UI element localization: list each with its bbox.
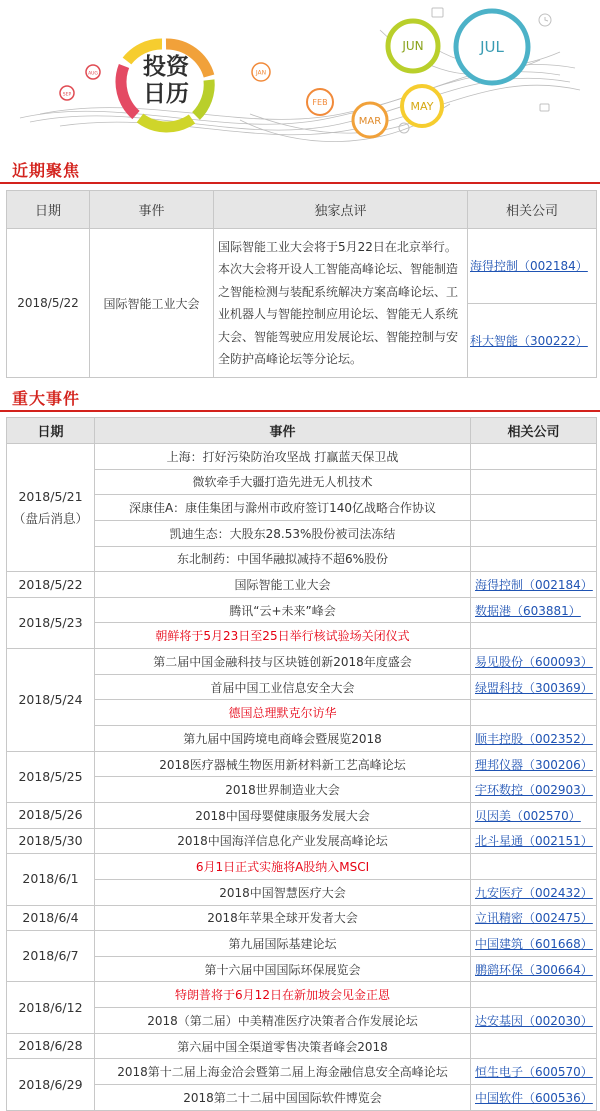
table-row — [7, 931, 597, 957]
company-link[interactable]: 达安基因（002030） — [475, 1013, 593, 1028]
month-dot-may — [402, 86, 442, 126]
table-row — [7, 546, 597, 572]
event-name: 东北制药：中国华融拟减持不超6%股份 — [95, 546, 471, 572]
event-name: 2018第二十二届中国国际软件博览会 — [95, 1085, 471, 1111]
company-link[interactable]: 鹏鹞环保（300664） — [475, 962, 593, 977]
event-date — [7, 751, 95, 802]
header-companies: 相关公司 — [471, 418, 597, 444]
event-date — [7, 854, 95, 905]
event-date-text: 2018/6/12 — [18, 999, 83, 1015]
event-company — [471, 623, 597, 649]
event-date-text: 2018/5/25 — [18, 768, 83, 784]
company-link[interactable]: 科大智能（300222） — [470, 334, 588, 348]
event-date-text: 2018/5/22 — [18, 576, 83, 592]
table-row — [7, 1008, 597, 1034]
table-row — [7, 469, 597, 495]
event-company — [471, 495, 597, 521]
table-row — [7, 495, 597, 521]
month-dot-jun — [388, 21, 438, 71]
logo-text-bottom: 日历 — [143, 81, 189, 107]
company-link[interactable]: 中国软件（600536） — [475, 1090, 593, 1105]
event-company — [471, 905, 597, 931]
event-company — [471, 546, 597, 572]
event-company — [471, 982, 597, 1008]
table-row — [7, 854, 597, 880]
month-dot-aug — [86, 65, 100, 79]
table-row — [7, 905, 597, 931]
event-name: 特朗普将于6月12日在新加坡会见金正恩 — [95, 982, 471, 1008]
event-name: 上海：打好污染防治攻坚战 打赢蓝天保卫战 — [95, 444, 471, 470]
logo-text-top: 投资 — [143, 54, 189, 80]
table-header-row — [7, 191, 597, 229]
event-company — [471, 1033, 597, 1059]
event-name: 首届中国工业信息安全大会 — [95, 674, 471, 700]
company-link[interactable]: 顺丰控股（002352） — [475, 731, 593, 746]
event-name: 2018中国智慧医疗大会 — [95, 879, 471, 905]
table-row — [7, 879, 597, 905]
table-row — [7, 623, 597, 649]
header-date: 日期 — [7, 418, 95, 444]
section-title-text: 重大事件 — [12, 389, 81, 408]
month-label: SEP — [62, 92, 72, 98]
table-row — [7, 444, 597, 470]
event-name: 2018（第二届）中美精准医疗决策者合作发展论坛 — [95, 1008, 471, 1034]
event-date-text: 2018/5/26 — [18, 807, 83, 823]
table-header-row — [7, 418, 597, 444]
event-name: 2018世界制造业大会 — [95, 777, 471, 803]
header-date: 日期 — [7, 191, 90, 229]
event-company — [471, 444, 597, 470]
focus-comment: 国际智能工业大会将于5月22日在北京举行。本次大会将开设人工智能高峰论坛、智能制造之智能检测与装配系统解决方案高峰论坛、工业机器人与智能控制应用论坛、智能无人系统大会、智能驾驶应用发展论坛、智能控制与安全防护高峰论坛等分论坛。 — [214, 229, 468, 378]
focus-event: 国际智能工业大会 — [90, 229, 214, 378]
month-label: JAN — [255, 69, 267, 77]
table-row — [7, 777, 597, 803]
event-company — [471, 674, 597, 700]
event-company — [471, 1085, 597, 1111]
event-name: 2018年苹果全球开发者大会 — [95, 905, 471, 931]
event-date — [7, 905, 95, 931]
company-link[interactable]: 理邦仪器（300206） — [475, 757, 593, 772]
company-link[interactable]: 北斗星通（002151） — [475, 834, 593, 849]
focus-companies — [468, 229, 597, 378]
event-company — [471, 469, 597, 495]
event-company — [471, 572, 597, 598]
month-label: AUG — [88, 71, 98, 77]
event-company — [471, 751, 597, 777]
investment-calendar-banner — [0, 0, 600, 150]
month-label: JUL — [480, 38, 504, 56]
header-event: 事件 — [90, 191, 214, 229]
table-row — [7, 597, 597, 623]
event-company — [471, 726, 597, 752]
table-row — [7, 520, 597, 546]
company-link[interactable]: 贝因美（002570） — [475, 808, 581, 823]
calendar-icon — [432, 8, 443, 17]
event-date-text: 2018/6/1 — [22, 871, 79, 887]
events-body — [7, 444, 597, 1111]
event-name: 第二届中国金融科技与区块链创新2018年度盛会 — [95, 649, 471, 675]
company-link[interactable]: 恒生电子（600570） — [475, 1065, 593, 1080]
event-name: 2018第十二届上海金洽会暨第二届上海金融信息安全高峰论坛 — [95, 1059, 471, 1085]
section-title-events — [0, 388, 600, 412]
event-date — [7, 572, 95, 598]
event-date — [7, 1033, 95, 1059]
table-row — [7, 982, 597, 1008]
table-row — [7, 1059, 597, 1085]
month-label: MAR — [358, 116, 382, 127]
event-date-text: 2018/5/30 — [18, 832, 83, 848]
table-row — [7, 700, 597, 726]
table-row — [7, 802, 597, 828]
table-row — [7, 751, 597, 777]
event-date-text: 2018/6/28 — [18, 1038, 83, 1054]
event-date-text: 2018/5/21 — [18, 488, 83, 504]
table-row — [7, 1085, 597, 1111]
table-row — [7, 674, 597, 700]
event-name: 微软牵手大疆打造先进无人机技术 — [95, 469, 471, 495]
event-name: 第十六届中国国际环保展览会 — [95, 956, 471, 982]
event-date-text: 2018/6/7 — [22, 948, 79, 964]
event-date — [7, 444, 95, 572]
event-company — [471, 700, 597, 726]
event-date-text: 2018/5/23 — [18, 614, 83, 630]
event-name: 第九届中国跨境电商峰会暨展览2018 — [95, 726, 471, 752]
company-link[interactable]: 海得控制（002184） — [475, 578, 593, 593]
company-link[interactable]: 九安医疗（002432） — [475, 885, 593, 900]
table-row — [7, 572, 597, 598]
event-name: 2018中国海洋信息化产业发展高峰论坛 — [95, 828, 471, 854]
month-dot-sep — [60, 86, 74, 100]
event-company — [471, 1008, 597, 1034]
event-name: 2018中国母婴健康服务发展大会 — [95, 802, 471, 828]
event-date-text: 2018/5/24 — [18, 691, 83, 707]
event-name: 国际智能工业大会 — [95, 572, 471, 598]
focus-table — [6, 190, 597, 378]
section-title-focus — [0, 160, 600, 184]
month-label: FEB — [312, 98, 328, 107]
header-companies: 相关公司 — [468, 191, 597, 229]
company-link[interactable]: 绿盟科技（300369） — [475, 680, 593, 695]
event-company — [471, 649, 597, 675]
company-link[interactable]: 易见股份（600093） — [475, 654, 593, 669]
event-date — [7, 649, 95, 752]
header-event: 事件 — [95, 418, 471, 444]
table-row — [7, 1033, 597, 1059]
header-comment: 独家点评 — [214, 191, 468, 229]
event-date — [7, 1059, 95, 1110]
company-link[interactable]: 中国建筑（601668） — [475, 936, 593, 951]
event-date — [7, 802, 95, 828]
event-date — [7, 982, 95, 1033]
event-company — [471, 931, 597, 957]
event-date — [7, 597, 95, 648]
table-row — [7, 828, 597, 854]
event-date-text: 2018/6/4 — [22, 909, 79, 925]
month-dot-feb — [307, 89, 333, 115]
event-company — [471, 1059, 597, 1085]
month-dot-mar — [353, 103, 387, 137]
calendar-icon — [540, 104, 549, 111]
event-name: 2018医疗器械生物医用新材料新工艺高峰论坛 — [95, 751, 471, 777]
company-link[interactable]: 立讯精密（002475） — [475, 911, 593, 926]
events-table — [6, 417, 597, 1111]
section-divider — [0, 410, 600, 412]
event-date — [7, 828, 95, 854]
event-name: 第六届中国全渠道零售决策者峰会2018 — [95, 1033, 471, 1059]
month-label: MAY — [410, 100, 434, 113]
event-date — [7, 931, 95, 982]
focus-date: 2018/5/22 — [7, 229, 90, 378]
event-company — [471, 828, 597, 854]
event-name: 第九届国际基建论坛 — [95, 931, 471, 957]
event-name: 6月1日正式实施将A股纳入MSCI — [95, 854, 471, 880]
section-title-text: 近期聚焦 — [12, 161, 81, 180]
event-company — [471, 956, 597, 982]
table-row — [7, 229, 597, 378]
company-link[interactable]: 数据港（603881） — [475, 603, 581, 618]
event-company — [471, 879, 597, 905]
event-company — [471, 854, 597, 880]
event-name: 德国总理默克尔访华 — [95, 700, 471, 726]
event-name: 凯迪生态：大股东28.53%股份被司法冻结 — [95, 520, 471, 546]
event-name: 朝鲜将于5月23日至25日举行核试验场关闭仪式 — [95, 623, 471, 649]
month-dot-jul — [456, 11, 528, 83]
event-company — [471, 777, 597, 803]
table-row — [7, 956, 597, 982]
event-company — [471, 802, 597, 828]
section-divider — [0, 182, 600, 184]
table-row — [7, 649, 597, 675]
event-date-text: 2018/6/29 — [18, 1076, 83, 1092]
company-link[interactable]: 宇环数控（002903） — [475, 783, 593, 798]
event-company — [471, 597, 597, 623]
company-link[interactable]: 海得控制（002184） — [470, 259, 588, 273]
event-name: 深康佳A：康佳集团与滁州市政府签订140亿战略合作协议 — [95, 495, 471, 521]
event-company — [471, 520, 597, 546]
event-name: 腾讯“云+未来”峰会 — [95, 597, 471, 623]
event-date-note: （盘后消息） — [12, 510, 88, 526]
table-row — [7, 726, 597, 752]
month-dot-jan — [252, 63, 270, 81]
month-label: JUN — [402, 39, 424, 53]
